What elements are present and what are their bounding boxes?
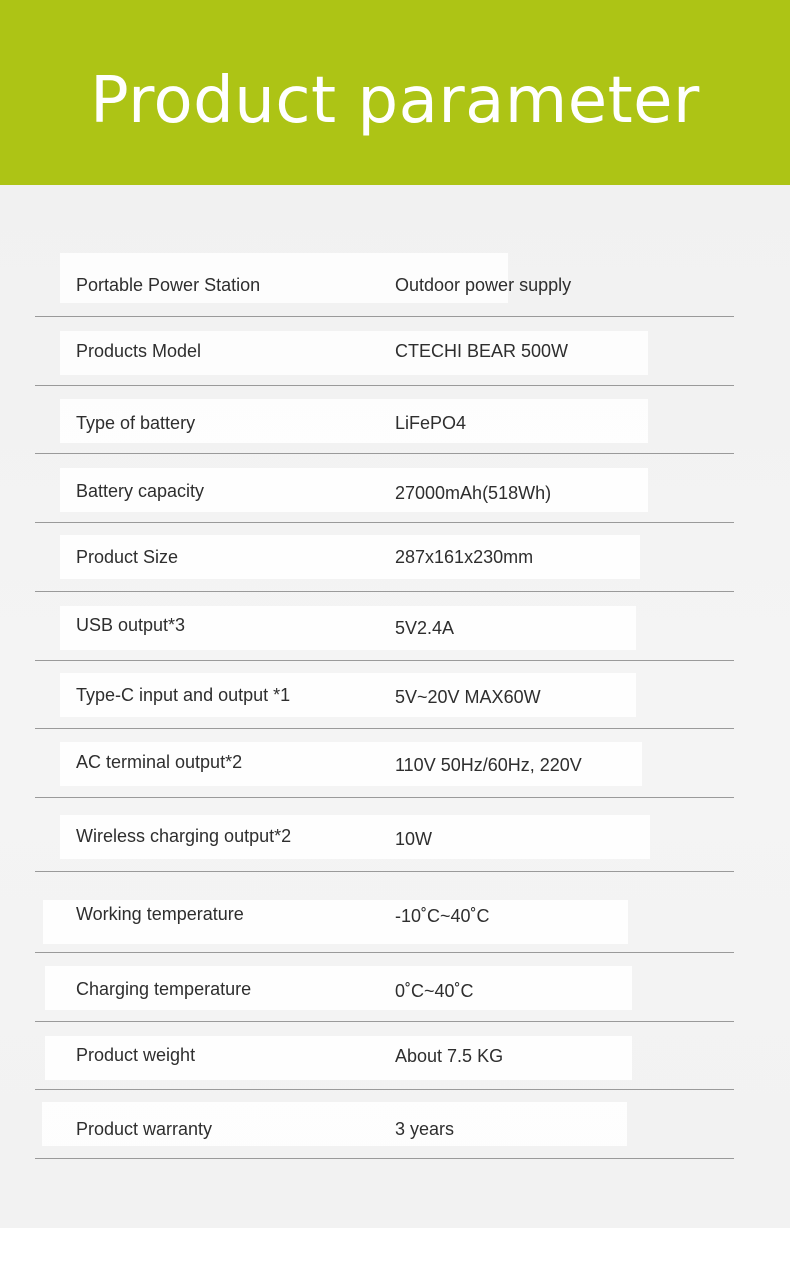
row-value: LiFePO4 — [395, 413, 467, 433]
row-value: 287x161x230mm — [395, 547, 534, 567]
row-label: Product warranty — [76, 1119, 213, 1139]
row-value: CTECHI BEAR 500W — [395, 341, 569, 361]
row-value: 27000mAh(518Wh) — [395, 483, 552, 503]
table-row — [35, 454, 734, 523]
table-row — [35, 523, 734, 592]
header-banner — [0, 0, 790, 185]
row-value: About 7.5 KG — [395, 1046, 504, 1066]
row-label: Portable Power Station — [76, 275, 261, 295]
table-row — [35, 872, 734, 953]
row-value: 3 years — [395, 1119, 455, 1139]
row-label: Type-C input and output *1 — [76, 685, 291, 705]
table-row — [35, 798, 734, 872]
row-value: Outdoor power supply — [395, 275, 572, 295]
table-row — [35, 729, 734, 798]
table-row — [35, 250, 734, 317]
table-row — [35, 1022, 734, 1090]
row-label: Product weight — [76, 1045, 196, 1065]
row-value: 10W — [395, 829, 433, 849]
parameter-table — [35, 250, 734, 1159]
table-row — [35, 317, 734, 386]
row-value: 110V 50Hz/60Hz, 220V — [395, 755, 582, 775]
row-value: 0˚C~40˚C — [395, 981, 474, 1001]
table-row — [35, 1090, 734, 1159]
table-row — [35, 953, 734, 1022]
row-label: Wireless charging output*2 — [76, 826, 292, 846]
row-label: Battery capacity — [76, 481, 205, 501]
row-label: Type of battery — [76, 413, 196, 433]
row-label: AC terminal output*2 — [76, 752, 243, 772]
row-label: Charging temperature — [76, 979, 252, 999]
row-label: Working temperature — [76, 904, 244, 924]
row-value: 5V2.4A — [395, 618, 455, 638]
row-value: -10˚C~40˚C — [395, 906, 490, 926]
table-row — [35, 386, 734, 454]
table-row — [35, 592, 734, 661]
row-label: USB output*3 — [76, 615, 186, 635]
row-value: 5V~20V MAX60W — [395, 687, 541, 707]
table-row — [35, 661, 734, 729]
row-label: Product Size — [76, 547, 179, 567]
row-label: Products Model — [76, 341, 202, 361]
page-title: Product parameter — [90, 63, 700, 138]
